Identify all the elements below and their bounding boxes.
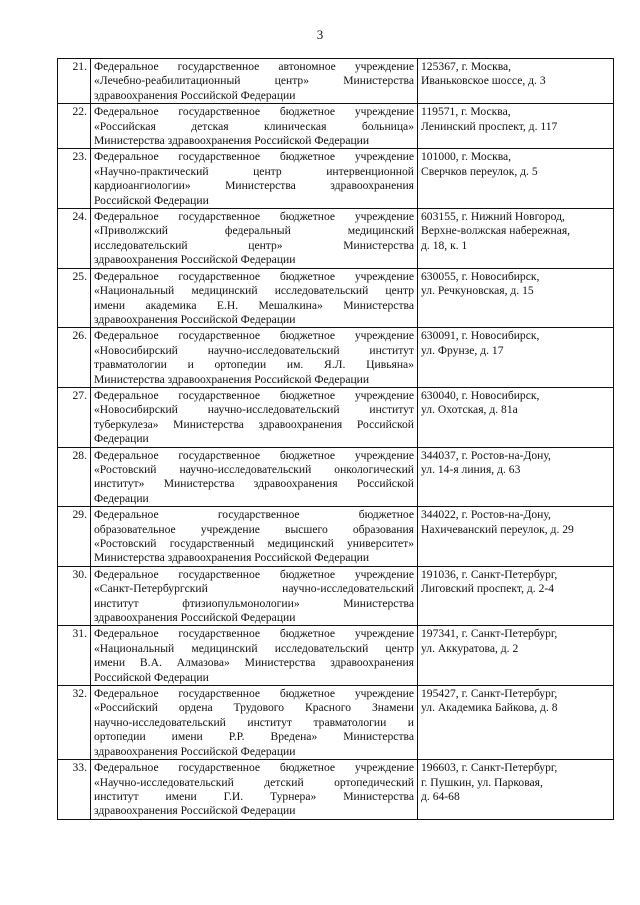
table-row <box>58 760 614 820</box>
institution-name-line: здравоохранения Российской Федерации <box>94 804 296 818</box>
row-number: 28. <box>58 447 91 507</box>
institution-name <box>91 59 418 104</box>
institution-name <box>91 447 418 507</box>
institution-name-line: туберкулеза» Министерства здравоохранения Российской <box>94 417 414 431</box>
institution-name-line: здравоохранения Российской Федерации <box>94 744 296 758</box>
row-number: 23. <box>58 149 91 209</box>
address-line: ул. Академика Байкова, д. 8 <box>421 701 558 715</box>
address-line: Нахичеванский переулок, д. 29 <box>421 522 574 536</box>
institution-name-line: Федеральное государственное бюджетное учреждение <box>94 761 414 775</box>
institution-name <box>91 328 418 388</box>
institution-name-line: исследовательский центр» Министерства <box>94 238 414 252</box>
institution-name-line: Федеральное государственное бюджетное учреждение <box>94 388 414 402</box>
row-number: 29. <box>58 507 91 567</box>
institution-name-line: Федеральное государственное бюджетное учреждение <box>94 150 414 164</box>
address-line: ул. Охотская, д. 81а <box>421 403 518 417</box>
institution-address <box>418 686 614 760</box>
institution-name <box>91 268 418 328</box>
institution-address <box>418 59 614 104</box>
institution-name-line: Российской Федерации <box>94 670 209 684</box>
address-line: Ленинский проспект, д. 117 <box>421 119 558 133</box>
institution-name-line: Российской Федерации <box>94 193 209 207</box>
institution-name-line: «Российский ордена Трудового Красного Знамени <box>94 701 414 715</box>
institution-name-line: Федеральное государственное бюджетное учреждение <box>94 329 414 343</box>
address-line: ул. Аккуратова, д. 2 <box>421 641 519 655</box>
institution-name-line: «Новосибирский научно-исследовательский институт <box>94 403 414 417</box>
address-line: ул. 14-я линия, д. 63 <box>421 462 521 476</box>
address-line: 630091, г. Новосибирск, <box>421 329 540 343</box>
address-line: 603155, г. Нижний Новгород, <box>421 210 565 224</box>
row-number: 27. <box>58 387 91 447</box>
address-line: Верхне-волжская набережная, <box>421 224 571 238</box>
address-line: 119571, г. Москва, <box>421 105 511 119</box>
institution-name <box>91 566 418 626</box>
institution-name <box>91 626 418 686</box>
institution-address <box>418 507 614 567</box>
address-line: 125367, г. Москва, <box>421 60 512 73</box>
institution-name-line: «Научно-практический центр интервенционной <box>94 164 414 178</box>
institution-name-line: Федерации <box>94 491 149 505</box>
row-number: 32. <box>58 686 91 760</box>
institution-name-line: Федеральное государственное бюджетное учреждение <box>94 269 414 283</box>
table-row <box>58 686 614 760</box>
table-row <box>58 328 614 388</box>
institution-name-line: Федеральное государственное бюджетное учреждение <box>94 687 414 701</box>
institution-name-line: здравоохранения Российской Федерации <box>94 88 296 102</box>
institution-name <box>91 209 418 269</box>
address-line: ул. Речкуновская, д. 15 <box>421 284 534 298</box>
table-row <box>58 447 614 507</box>
address-line: 196603, г. Санкт-Петербург, <box>421 761 558 775</box>
row-number: 24. <box>58 209 91 269</box>
institution-name-line: здравоохранения Российской Федерации <box>94 611 296 625</box>
table-row <box>58 209 614 269</box>
row-number: 33. <box>58 760 91 820</box>
address-line: 344022, г. Ростов-на-Дону, <box>421 508 551 522</box>
table-row <box>58 59 614 104</box>
institution-name-line: Федеральное государственное бюджетное учреждение <box>94 105 414 119</box>
institution-name-line: кардиоангиологии» Министерства здравоохранения <box>94 179 414 193</box>
institution-address <box>418 626 614 686</box>
institution-name-line: институт фтизиопульмонологии» Министерства <box>94 596 414 610</box>
row-number: 25. <box>58 268 91 328</box>
address-line: 101000, г. Москва, <box>421 150 512 164</box>
institution-name-line: Федерации <box>94 432 149 446</box>
institution-name-line: здравоохранения Российской Федерации <box>94 253 296 267</box>
institution-name-line: научно-исследовательский институт травматологии и <box>94 715 414 729</box>
institution-name-line: «Российская детская клиническая больница» <box>94 119 414 133</box>
institution-name-line: здравоохранения Российской Федерации <box>94 312 296 326</box>
institution-name-line: Министерства здравоохранения Российской Федерации <box>94 134 370 148</box>
address-line: Иваньковское шоссе, д. 3 <box>421 74 546 88</box>
institution-name <box>91 387 418 447</box>
institution-address <box>418 209 614 269</box>
institution-name <box>91 507 418 567</box>
institution-name-line: Федеральное государственное бюджетное <box>94 508 414 522</box>
institution-name-line: Федеральное государственное бюджетное учреждение <box>94 448 414 462</box>
institution-name-line: имени В.А. Алмазова» Министерства здравоохранения <box>94 656 414 670</box>
address-line: 344037, г. Ростов-на-Дону, <box>421 448 551 462</box>
address-line: Сверчков переулок, д. 5 <box>421 164 538 178</box>
address-line: 630040, г. Новосибирск, <box>421 388 540 402</box>
address-line: 197341, г. Санкт-Петербург, <box>421 627 558 641</box>
institution-name-line: «Ростовский научно-исследовательский онкологический <box>94 462 414 476</box>
table-row <box>58 387 614 447</box>
institution-name-line: ортопедии имени Р.Р. Вредена» Министерства <box>94 730 414 744</box>
institution-address <box>418 328 614 388</box>
address-line: ул. Фрунзе, д. 17 <box>421 343 504 357</box>
institutions-table <box>57 58 614 820</box>
institution-name-line: «Лечебно-реабилитационный центр» Министерства <box>94 74 414 88</box>
institution-name-line: «Научно-исследовательский детский ортопедический <box>94 775 414 789</box>
institution-name-line: Федеральное государственное бюджетное учреждение <box>94 210 414 224</box>
institution-address <box>418 387 614 447</box>
institution-address <box>418 566 614 626</box>
table-row <box>58 149 614 209</box>
address-line: 630055, г. Новосибирск, <box>421 269 540 283</box>
institution-name-line: травматологии и ортопедии им. Я.Л. Цивьяна» <box>94 358 414 372</box>
table-row <box>58 566 614 626</box>
address-line: г. Пушкин, ул. Парковая, <box>421 775 543 789</box>
institution-name-line: «Ростовский государственный медицинский университет» <box>94 537 414 550</box>
institution-name-line: «Новосибирский научно-исследовательский институт <box>94 343 414 357</box>
institution-name-line: Федеральное государственное бюджетное учреждение <box>94 567 414 581</box>
row-number: 31. <box>58 626 91 686</box>
institution-address <box>418 447 614 507</box>
institution-address <box>418 149 614 209</box>
institution-name <box>91 686 418 760</box>
table-row <box>58 268 614 328</box>
row-number: 21. <box>58 59 91 104</box>
institution-name-line: институт» Министерства здравоохранения Российской <box>94 477 414 491</box>
institutions-table-body <box>58 59 614 820</box>
page-number: 3 <box>316 27 324 42</box>
address-line: 195427, г. Санкт-Петербург, <box>421 687 558 701</box>
address-line: Лиговский проспект, д. 2-4 <box>421 582 555 596</box>
institution-name-line: Федеральное государственное бюджетное учреждение <box>94 627 414 641</box>
institution-name-line: Министерства здравоохранения Российской Федерации <box>94 372 370 386</box>
table-row <box>58 507 614 567</box>
institution-name-line: «Национальный медицинский исследовательский центр <box>94 641 414 655</box>
institution-name <box>91 760 418 820</box>
institution-name-line: «Санкт-Петербургский научно-исследовательский <box>94 582 414 596</box>
table-row <box>58 104 614 149</box>
row-number: 26. <box>58 328 91 388</box>
institution-address <box>418 104 614 149</box>
institution-address <box>418 760 614 820</box>
address-line: д. 18, к. 1 <box>421 238 468 252</box>
institution-name-line: Федеральное государственное автономное учреждение <box>94 60 414 73</box>
row-number: 22. <box>58 104 91 149</box>
institution-name <box>91 149 418 209</box>
row-number: 30. <box>58 566 91 626</box>
address-line: д. 64-68 <box>421 789 460 803</box>
institution-name-line: «Национальный медицинский исследовательский центр <box>94 284 414 298</box>
institution-name-line: образовательное учреждение высшего образования <box>94 522 414 536</box>
institution-name-line: имени академика Е.Н. Мешалкина» Министерства <box>94 298 414 312</box>
institution-name-line: «Приволжский федеральный медицинский <box>94 224 414 238</box>
address-line: 191036, г. Санкт-Петербург, <box>421 567 558 581</box>
institution-name-line: Министерства здравоохранения Российской Федерации <box>94 551 370 565</box>
institution-name <box>91 104 418 149</box>
table-row <box>58 626 614 686</box>
institution-address <box>418 268 614 328</box>
institution-name-line: институт имени Г.И. Турнера» Министерства <box>94 789 414 803</box>
